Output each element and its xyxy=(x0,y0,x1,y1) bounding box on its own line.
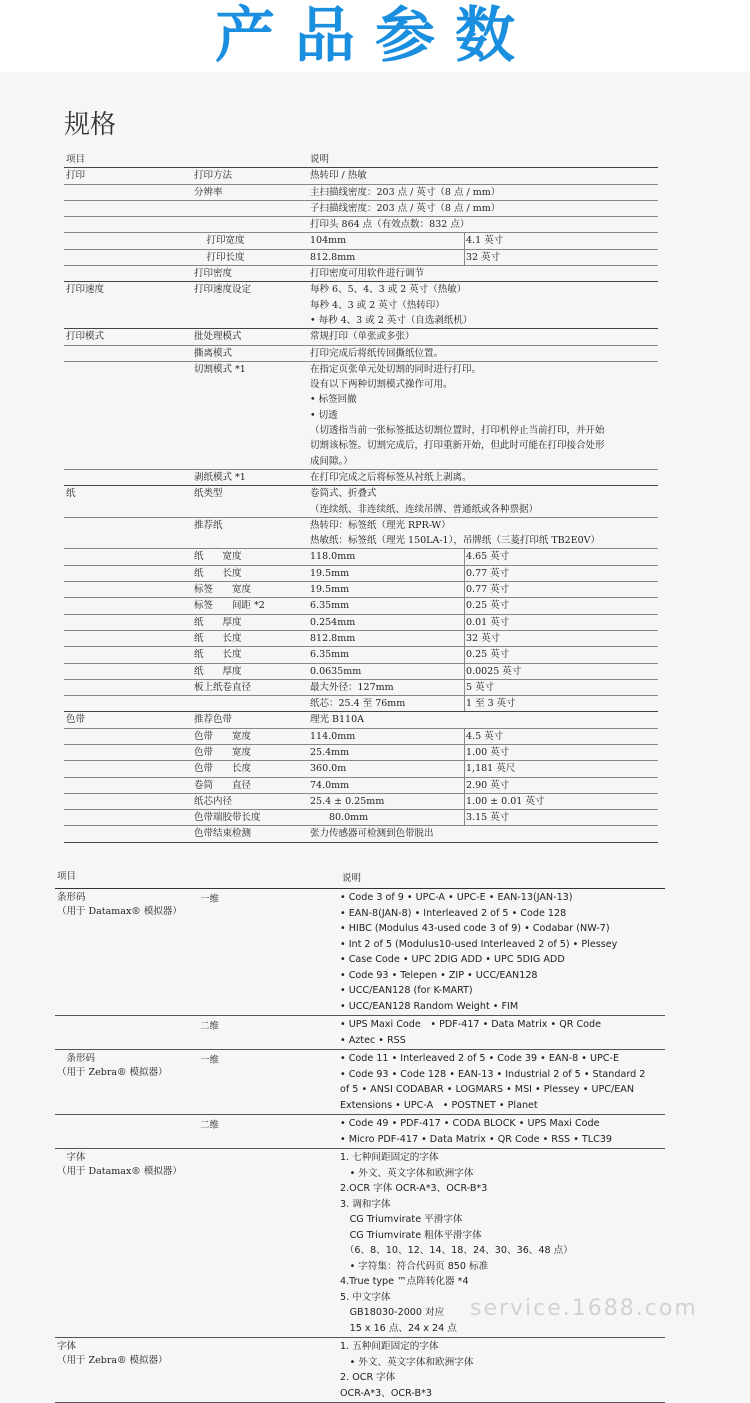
cell-c3: 0.0635mm xyxy=(310,665,362,677)
cell-c2: 切割模式 *1 xyxy=(194,363,246,375)
cell-c3: 25.4mm xyxy=(310,746,350,758)
barcode-font-table xyxy=(55,868,665,1403)
cell-c2: 打印速度设定 xyxy=(194,284,252,296)
table-row xyxy=(64,631,658,647)
cell-item: 字体 （用于 Datamax® 模拟器） xyxy=(57,1152,182,1177)
cell-item: 条形码 （用于 Zebra® 模拟器） xyxy=(57,1053,168,1078)
desc-line: 3. 调和字体 xyxy=(340,1198,391,1210)
cell-c2: 打印宽度 xyxy=(194,235,245,247)
cell-c3: 在指定页张单元处切割的同时进行打印。 xyxy=(310,363,482,375)
cell-c3: 纸芯：25.4 至 76mm xyxy=(310,698,406,710)
cell-desc xyxy=(340,1050,665,1114)
desc-line: 2.OCR 字体 OCR-A*3、OCR-B*3 xyxy=(340,1183,488,1194)
cell-c3: （切透指当前一张标签抵达切割位置时，打印机停止当前打印，并开始 xyxy=(310,425,605,437)
cell-c2: 纸 宽度 xyxy=(194,551,242,563)
cell-c2: 打印方法 xyxy=(194,170,233,182)
cell-c3: 6.35mm xyxy=(310,600,350,612)
cell-c3: 设有以下两种切割模式操作可用。 xyxy=(310,379,453,391)
table-row xyxy=(64,185,658,201)
cell-c3: 说明 xyxy=(310,154,330,165)
desc-line: （6、8、10、12、14、18、24、30、36、48 点） xyxy=(340,1245,573,1256)
cell-c3: 812.8mm xyxy=(310,632,356,644)
table-row xyxy=(64,598,658,614)
column-divider xyxy=(464,778,465,793)
spec-table xyxy=(64,152,658,843)
table-row xyxy=(64,298,658,313)
table-row xyxy=(64,712,658,728)
cell-c2: 卷筒 直径 xyxy=(194,779,252,791)
cell-desc xyxy=(340,1016,665,1049)
cell-c2: 推荐纸 xyxy=(194,519,223,531)
cell-c2: 色带结束检测 xyxy=(194,828,252,840)
cell-c3: 19.5mm xyxy=(310,567,350,579)
cell-c4: 1,181 英尺 xyxy=(466,763,516,775)
column-divider xyxy=(464,598,465,613)
table-row xyxy=(64,408,658,423)
cell-c2: 纸类型 xyxy=(194,488,223,500)
cell-c4: 32 英寸 xyxy=(466,632,501,644)
table-row xyxy=(64,168,658,184)
column-divider xyxy=(464,794,465,809)
desc-line: • HIBC (Modulus 43-used code 3 of 9) • Codabar (NW-7) xyxy=(340,923,610,934)
table-row xyxy=(64,233,658,249)
cell-c3: 6.35mm xyxy=(310,649,350,661)
table-row xyxy=(64,502,658,518)
column-divider xyxy=(464,696,465,711)
cell-desc xyxy=(340,1338,665,1402)
cell-c4: 3.15 英寸 xyxy=(466,812,510,824)
column-divider xyxy=(464,761,465,776)
cell-c2: 纸 长度 xyxy=(194,567,242,579)
cell-c2: 分辨率 xyxy=(194,186,223,198)
cell-c3: 118.0mm xyxy=(310,551,356,563)
cell-c4: 0.0025 英寸 xyxy=(466,665,522,677)
table-row xyxy=(64,696,658,712)
cell-c3: 104mm xyxy=(310,235,347,247)
column-divider xyxy=(464,664,465,679)
desc-line: CG Triumvirate 粗体平滑字体 xyxy=(340,1229,482,1241)
table-row xyxy=(64,615,658,631)
cell-c3: 打印完成后将纸传回撕纸位置。 xyxy=(310,347,444,359)
table-row xyxy=(64,362,658,377)
table-row xyxy=(55,889,665,1016)
cell-c3: 打印密度可用软件进行调节 xyxy=(310,268,425,280)
table-row xyxy=(64,549,658,565)
column-divider xyxy=(464,810,465,825)
cell-type: 一维 xyxy=(200,1055,220,1066)
table-header xyxy=(55,868,665,889)
desc-line: • Code 11 • Interleaved 2 of 5 • Code 39 • EAN-8 • UPC-E xyxy=(340,1053,620,1064)
cell-c3: 最大外径：127mm xyxy=(310,681,394,693)
table-row xyxy=(64,438,658,453)
column-divider xyxy=(464,631,465,646)
cell-c2: 色带端胶带长度 xyxy=(194,812,261,824)
cell-type: 二维 xyxy=(200,1120,220,1131)
column-divider xyxy=(464,729,465,744)
table-row xyxy=(64,810,658,826)
column-divider xyxy=(464,582,465,597)
table-row xyxy=(64,250,658,266)
cell-c3: 切割该标签。切割完成后，打印重新开始，但此时可能在打印接合处形 xyxy=(310,440,605,452)
cell-c3: 理光 B110A xyxy=(310,714,364,726)
cell-c3: 主扫描线密度：203 点 / 英寸（8 点 / mm） xyxy=(310,186,501,198)
desc-line: of 5 • ANSI CODABAR • LOGMARS • MSI • Plessey • UPC/EAN xyxy=(340,1084,634,1095)
column-divider xyxy=(464,250,465,265)
table-row xyxy=(64,423,658,438)
cell-c2: 推荐色带 xyxy=(194,714,233,726)
table-row xyxy=(64,377,658,392)
table-row xyxy=(64,664,658,680)
header-item: 项目 xyxy=(57,871,77,882)
desc-line: 5. 中文字体 xyxy=(340,1291,391,1303)
desc-line: • Aztec • RSS xyxy=(340,1034,406,1046)
cell-c3: 打印头 864 点（有效点数：832 点） xyxy=(310,219,470,231)
cell-c3: 25.4 ± 0.25mm xyxy=(310,795,385,807)
banner xyxy=(0,0,750,72)
cell-c1: 色带 xyxy=(66,714,86,726)
cell-c2: 色带 长度 xyxy=(194,763,252,775)
table-row xyxy=(64,778,658,794)
cell-item: 条形码 （用于 Datamax® 模拟器） xyxy=(57,892,182,917)
cell-c1: 打印模式 xyxy=(66,331,105,343)
cell-c4: 1.00 ± 0.01 英寸 xyxy=(466,795,545,807)
table-row xyxy=(64,152,658,168)
desc-line: GB18030-2000 对应 xyxy=(340,1307,445,1318)
cell-c3: 74.0mm xyxy=(310,779,350,791)
table-row xyxy=(64,729,658,745)
cell-c3: 812.8mm xyxy=(310,251,356,263)
table-row xyxy=(64,470,658,486)
cell-c3: （连续纸、非连续纸、连续吊牌、普通纸或各种票据） xyxy=(310,503,539,515)
table-row xyxy=(64,282,658,297)
cell-c3: 在打印完成之后将标签从衬纸上剥离。 xyxy=(310,471,472,483)
cell-c2: 板上纸卷直径 xyxy=(194,681,252,693)
cell-c3: 114.0mm xyxy=(310,730,356,742)
column-divider xyxy=(464,233,465,248)
table-row xyxy=(64,392,658,407)
table-row xyxy=(64,454,658,470)
cell-c4: 32 英寸 xyxy=(466,251,501,263)
table-row xyxy=(64,217,658,233)
column-divider xyxy=(464,549,465,564)
cell-c2: 纸芯内径 xyxy=(194,795,233,807)
desc-line: OCR-A*3、OCR-B*3 xyxy=(340,1387,432,1399)
cell-c2: 纸 长度 xyxy=(194,649,242,661)
table-row xyxy=(64,761,658,777)
cell-c4: 0.77 英寸 xyxy=(466,584,510,596)
cell-c2: 剥纸模式 *1 xyxy=(194,471,246,483)
cell-type: 二维 xyxy=(200,1021,220,1032)
cell-c3: 每秒 4、3 或 2 英寸（热转印） xyxy=(310,299,445,311)
desc-line: 15 x 16 点、24 x 24 点 xyxy=(340,1322,457,1334)
column-divider xyxy=(464,680,465,695)
desc-line: • Code 49 • PDF-417 • CODA BLOCK • UPS Maxi Code xyxy=(340,1118,600,1129)
cell-c4: 0.01 英寸 xyxy=(466,616,510,628)
header-desc: 说明 xyxy=(342,873,362,884)
cell-c2: 撕离模式 xyxy=(194,347,233,359)
desc-line: • 外文、英文字体和欧洲字体 xyxy=(340,1167,474,1179)
desc-line: • Code 93 • Telepen • ZIP • UCC/EAN128 xyxy=(340,969,538,981)
cell-c2: 打印密度 xyxy=(194,268,233,280)
table-row xyxy=(55,1115,665,1149)
table-row xyxy=(64,582,658,598)
watermark: service.1688.com xyxy=(470,1296,698,1321)
cell-c1: 打印速度 xyxy=(66,284,105,296)
cell-c2: 纸 长度 xyxy=(194,632,242,644)
table-row xyxy=(64,647,658,663)
table-row xyxy=(64,533,658,549)
cell-desc xyxy=(340,1115,665,1148)
table-row xyxy=(64,329,658,345)
desc-line: • Code 93 • Code 128 • EAN-13 • Industrial 2 of 5 • Standard 2 xyxy=(340,1068,646,1080)
cell-c3: 常规打印（单张或多张） xyxy=(310,331,415,343)
page-title: 产品参数 xyxy=(215,1,535,71)
cell-c2: 打印长度 xyxy=(194,251,245,263)
cell-c3: 每秒 6、5、4、3 或 2 英寸（热敏） xyxy=(310,284,467,296)
table-row xyxy=(64,566,658,582)
cell-c3: 热转印：标签纸（理光 RPR-W） xyxy=(310,519,451,531)
cell-c4: 4.65 英寸 xyxy=(466,551,510,563)
cell-c4: 1 至 3 英寸 xyxy=(466,698,516,710)
cell-c3: • 标签回撤 xyxy=(310,394,357,406)
desc-line: • UCC/EAN128 Random Weight • FIM xyxy=(340,1000,519,1012)
cell-c1: 项目 xyxy=(66,154,86,165)
cell-c2: 色带 宽度 xyxy=(194,730,252,742)
cell-c4: 0.25 英寸 xyxy=(466,600,510,612)
desc-line: 4.True type ™点阵转化器 *4 xyxy=(340,1276,469,1287)
table-row xyxy=(64,680,658,696)
cell-c3: 热敏纸：标签纸（理光 150LA-1），吊牌纸（三菱打印纸 TB2E0V） xyxy=(310,535,601,547)
desc-line: 1. 七种间距固定的字体 xyxy=(340,1152,439,1163)
table-row xyxy=(55,1016,665,1050)
cell-c1: 打印 xyxy=(66,170,86,182)
desc-line: • UCC/EAN128 (for K-MART) xyxy=(340,985,473,996)
cell-c2: 色带 宽度 xyxy=(194,746,252,758)
desc-line: • Code 3 of 9 • UPC-A • UPC-E • EAN-13(JAN-13) xyxy=(340,892,573,903)
section-title: 规格 xyxy=(64,110,117,140)
table-row xyxy=(64,745,658,761)
cell-c2: 标签 宽度 xyxy=(194,584,252,596)
table-row xyxy=(64,826,658,842)
desc-line: • 外文、英文字体和欧洲字体 xyxy=(340,1356,474,1368)
table-row xyxy=(55,1050,665,1115)
cell-item: 字体 （用于 Zebra® 模拟器） xyxy=(57,1341,168,1366)
desc-line: CG Triumvirate 平滑字体 xyxy=(340,1214,463,1225)
table-row xyxy=(64,346,658,362)
table-row xyxy=(64,313,658,329)
desc-line: • Int 2 of 5 (Modulus10-used Interleaved 2 of 5) • Plessey xyxy=(340,938,618,950)
desc-line: • EAN-8(JAN-8) • Interleaved 2 of 5 • Code 128 xyxy=(340,907,567,919)
cell-c3: • 切透 xyxy=(310,409,338,421)
cell-desc xyxy=(340,889,665,1015)
desc-line: • UPS Maxi Code • PDF-417 • Data Matrix • QR Code xyxy=(340,1019,602,1030)
cell-c3: 卷筒式、折叠式 xyxy=(310,488,377,500)
table-row xyxy=(64,518,658,533)
column-divider xyxy=(464,615,465,630)
column-divider xyxy=(464,566,465,581)
cell-c2: 纸 厚度 xyxy=(194,616,242,628)
cell-c2: 纸 厚度 xyxy=(194,665,242,677)
cell-c3: 0.254mm xyxy=(310,616,356,628)
cell-c3: 19.5mm xyxy=(310,584,350,596)
desc-line: Extensions • UPC-A • POSTNET • Planet xyxy=(340,1099,538,1111)
cell-c3: 张力传感器可检测到色带脱出 xyxy=(310,828,434,840)
desc-line: • Micro PDF-417 • Data Matrix • QR Code • RSS • TLC39 xyxy=(340,1133,613,1145)
cell-c4: 0.77 英寸 xyxy=(466,567,510,579)
cell-c4: 4.5 英寸 xyxy=(466,730,504,742)
cell-c3: 80.0mm xyxy=(310,812,369,824)
desc-line: • 字符集：符合代码页 850 标准 xyxy=(340,1260,489,1272)
cell-c4: 1.00 英寸 xyxy=(466,746,510,758)
cell-c4: 0.25 英寸 xyxy=(466,649,510,661)
desc-line: • Case Code • UPC 2DIG ADD • UPC 5DIG ADD xyxy=(340,954,565,965)
table-row xyxy=(64,266,658,282)
table-row xyxy=(64,794,658,810)
cell-type: 一维 xyxy=(200,894,220,905)
column-divider xyxy=(464,647,465,662)
cell-c3: 子扫描线密度：203 点 / 英寸（8 点 / mm） xyxy=(310,202,501,214)
desc-line: 1. 五种间距固定的字体 xyxy=(340,1341,439,1352)
desc-line: 2. OCR 字体 xyxy=(340,1372,396,1383)
cell-c2: 批处理模式 xyxy=(194,331,242,343)
cell-c4: 5 英寸 xyxy=(466,681,495,693)
table-row xyxy=(55,1338,665,1403)
cell-c4: 4.1 英寸 xyxy=(466,235,504,247)
cell-c4: 2.90 英寸 xyxy=(466,779,510,791)
cell-c1: 纸 xyxy=(66,488,76,500)
cell-c3: 热转印 / 热敏 xyxy=(310,170,367,182)
cell-c3: 成间隙。） xyxy=(310,455,353,467)
cell-c3: 360.0m xyxy=(310,763,347,775)
cell-c3: • 每秒 4、3 或 2 英寸（自选剥纸机） xyxy=(310,314,473,326)
table-row xyxy=(64,486,658,501)
cell-c2: 标签 间距 *2 xyxy=(194,600,265,612)
table-row xyxy=(64,201,658,217)
column-divider xyxy=(464,745,465,760)
